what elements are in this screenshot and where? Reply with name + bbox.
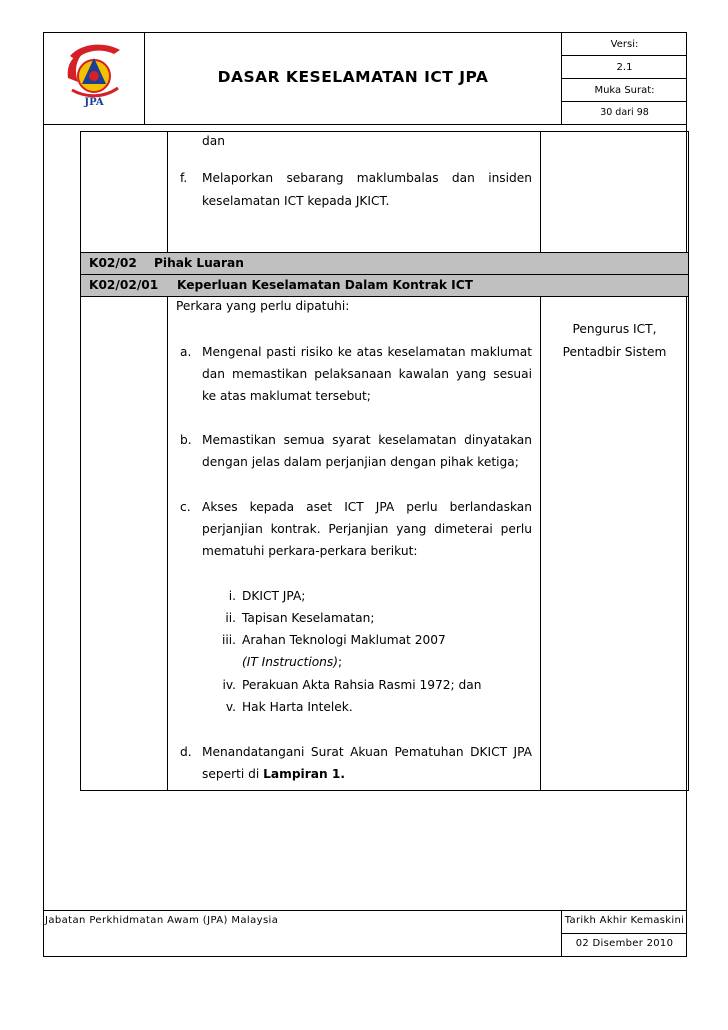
section-heading [80,252,689,275]
table-divider [167,131,168,252]
sub-item-text: Hak Harta Intelek. [242,700,353,714]
svg-text:JPA: JPA [84,97,104,108]
item-d-line: Menandatangani Surat Akuan Pematuhan DKICT JPA [202,745,532,759]
footer-divider [561,933,687,934]
page-label: Muka Surat: [594,85,655,96]
content-table-top [80,131,689,252]
table-divider [540,131,541,252]
footer-organization: Jabatan Perkhidmatan Awam (JPA) Malaysia [45,915,279,926]
item-d-text: seperti di [202,767,264,781]
sub-item-text: Tapisan Keselamatan; [242,611,375,625]
sub-item-number: ii. [225,611,236,625]
item-f-number: f. [180,171,188,185]
item-c-number: c. [180,500,191,514]
sub-item-number: iii. [221,633,236,647]
table-divider [167,296,168,791]
version-value: 2.1 [616,62,633,73]
intro-text: Perkara yang perlu dipatuhi: [176,299,350,313]
page-value: 30 dari 98 [600,107,649,118]
sub-item-punct: ; [338,655,343,669]
appendix-reference: Lampiran 1. [263,767,345,781]
sub-item-text: Perakuan Akta Rahsia Rasmi 1972; dan [242,678,482,692]
item-f-line: Melaporkan sebarang maklumbalas dan insiden [202,171,532,185]
table-divider [540,296,541,791]
sub-item-text [242,655,342,670]
item-a-line: dan memastikan pelaksanaan kawalan yang sesuai [202,367,532,381]
section-title: Pihak Luaran [154,256,244,270]
item-a-line: ke atas maklumat tersebut; [202,389,371,403]
item-a-line: Mengenal pasti risiko ke atas keselamatan maklumat [202,345,532,359]
jpa-logo [62,38,126,108]
item-d-number: d. [180,745,192,759]
version-label: Versi: [610,39,639,50]
item-b-number: b. [180,433,192,447]
responsible-party: Pentadbir Sistem [562,345,667,359]
subsection-code: K02/02/01 [89,278,159,292]
responsible-party: Pengurus ICT, [572,322,657,336]
header-divider [561,55,687,56]
sub-item-text: Arahan Teknologi Maklumat 2007 [242,633,446,647]
header-divider [561,78,687,79]
item-a-number: a. [180,345,192,359]
sub-item-number: iv. [222,678,236,692]
item-b-line: Memastikan semua syarat keselamatan dinyatakan [202,433,532,447]
item-c-line: mematuhi perkara-perkara berikut: [202,544,418,558]
subsection-heading [80,274,689,297]
sub-item-number: v. [225,700,236,714]
sub-item-italic: (IT Instructions) [242,655,339,669]
item-b-line: dengan jelas dalam perjanjian dengan pihak ketiga; [202,455,519,469]
continuation-text: dan [202,134,225,148]
item-c-line: Akses kepada aset ICT JPA perlu berlandaskan [202,500,532,514]
document-title: DASAR KESELAMATAN ICT JPA [217,68,489,86]
sub-item-text: DKICT JPA; [242,589,306,603]
sub-item-number: i. [228,589,236,603]
item-c-line: perjanjian kontrak. Perjanjian yang dimeterai perlu [202,522,532,536]
section-code: K02/02 [89,256,137,270]
header-divider [561,101,687,102]
subsection-title: Keperluan Keselamatan Dalam Kontrak ICT [177,278,473,292]
footer-date-label: Tarikh Akhir Kemaskini [564,915,685,926]
footer-date-value: 02 Disember 2010 [575,938,674,949]
item-f-line: keselamatan ICT kepada JKICT. [202,194,390,208]
item-d-line [202,767,345,782]
jpa-logo-icon [62,38,126,108]
